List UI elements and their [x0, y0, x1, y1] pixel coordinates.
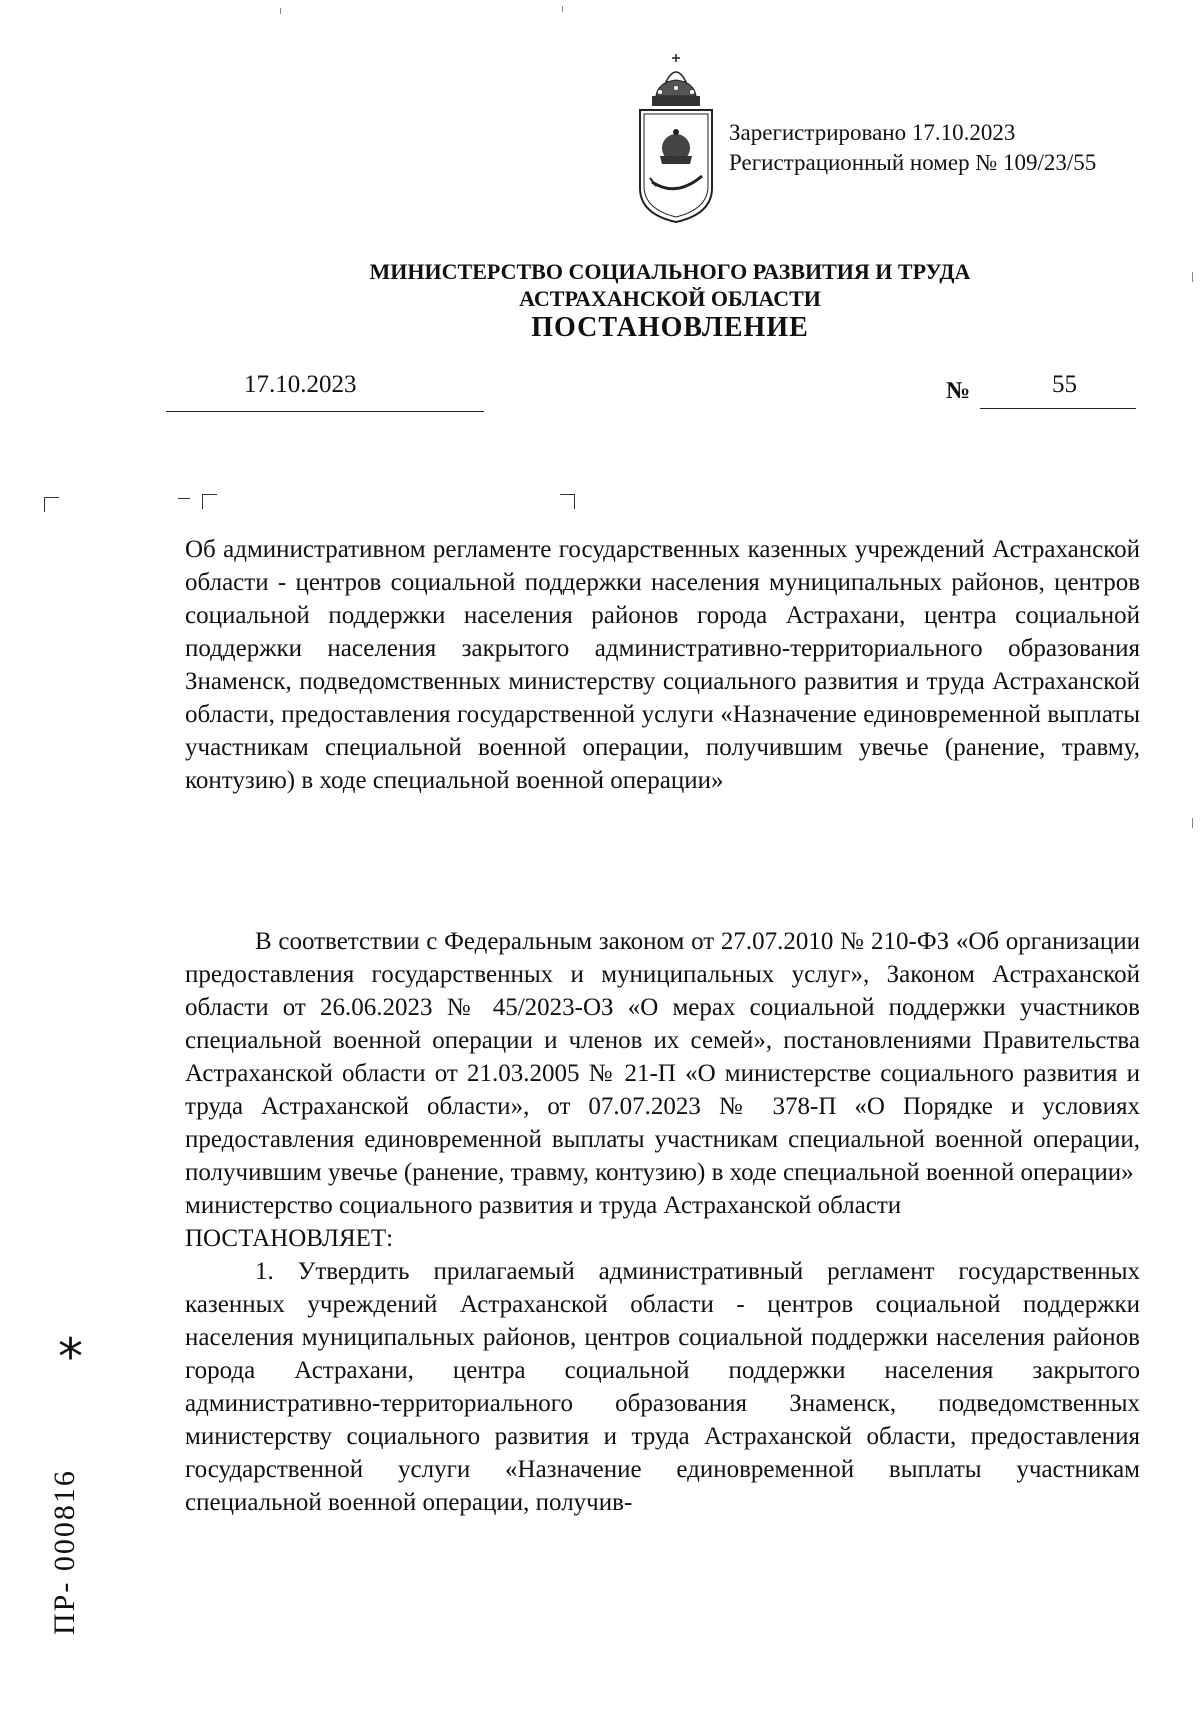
title-corner-left [202, 494, 217, 509]
date-underline [166, 411, 484, 412]
title-corner-right [560, 494, 575, 509]
authority-text: министерство социального развития и труда Астраханской области [185, 1192, 902, 1219]
corner-mark-left [44, 497, 59, 512]
document-number: 55 [1052, 371, 1077, 398]
number-underline [980, 408, 1136, 409]
margin-document-code: ПР- 000816 [48, 1469, 81, 1635]
scan-artifact [1192, 818, 1193, 828]
number-sign: № [946, 378, 971, 404]
document-date: 17.10.2023 [244, 371, 357, 398]
document-title: Об административном регламенте государственных казенных учреждений Астраханской области - центров социальной поддержки населения муниципальных районов, центров социальной поддержки населения районов города Астрахани, центра социальной поддержки населения закрытого административно-территориального образования Знаменск, подведомственных министерству социального развития и труда Астраханской области, предоставления государственной услуги «Назначение единовременной выплаты участникам специальной военной операции, получившим увечье (ранение, травму, контузию) в ходе специальной военной операции» [185, 536, 1140, 794]
document-type: ПОСТАНОВЛЕНИЕ [531, 312, 809, 343]
registration-stamp [729, 118, 1096, 178]
authority-paragraph [185, 1189, 1140, 1255]
authority-line-1: МИНИСТЕРСТВО СОЦИАЛЬНОГО РАЗВИТИЯ И ТРУДА [369, 259, 971, 284]
coat-of-arms-emblem [636, 52, 716, 224]
corner-dash [178, 498, 190, 499]
decree-word: ПОСТАНОВЛЯЕТ: [185, 1225, 394, 1252]
issuing-authority [250, 258, 1090, 312]
preamble-paragraph: В соответствии с Федеральным законом от 27.07.2010 № 210-ФЗ «Об организации предоставления государственных и муниципальных услуг», Законом Астраханской области от 26.06.2023 № 45/2023-ОЗ «О мерах социальной поддержки участников специальной военной операции и членов их семей», постановлениями Правительства Астраханской области от 21.03.2005 № 21-П «О министерстве социального развития и труда Астраханской области», от 07.07.2023 № 378-П «О Порядке и условиях предоставления единовременной выплаты участникам специальной военной операции, получившим увечье (ранение, травму, контузию) в ходе специальной военной операции» [185, 928, 1140, 1186]
registration-number: Регистрационный номер № 109/23/55 [729, 150, 1097, 175]
margin-asterisk: * [58, 1328, 83, 1386]
authority-line-2: АСТРАХАНСКОЙ ОБЛАСТИ [519, 286, 821, 311]
scan-artifact [562, 6, 563, 12]
registration-date: Зарегистрировано 17.10.2023 [729, 120, 1016, 145]
item-1-paragraph: 1. Утвердить прилагаемый административный регламент государственных казенных учреждений Астраханской области - центров социальной поддержки населения муниципальных районов, центров социальной поддержки населения районов города Астрахани, центра социальной поддержки населения закрытого административно-территориального образования Знаменск, подведомственных министерству социального развития и труда Астраханской области, предоставления государственной услуги «Назначение единовременной выплаты участникам специальной военной операции, получив- [185, 1258, 1140, 1516]
scan-artifact [280, 8, 281, 14]
scan-artifact [1192, 272, 1193, 282]
document-body [185, 925, 1140, 1519]
